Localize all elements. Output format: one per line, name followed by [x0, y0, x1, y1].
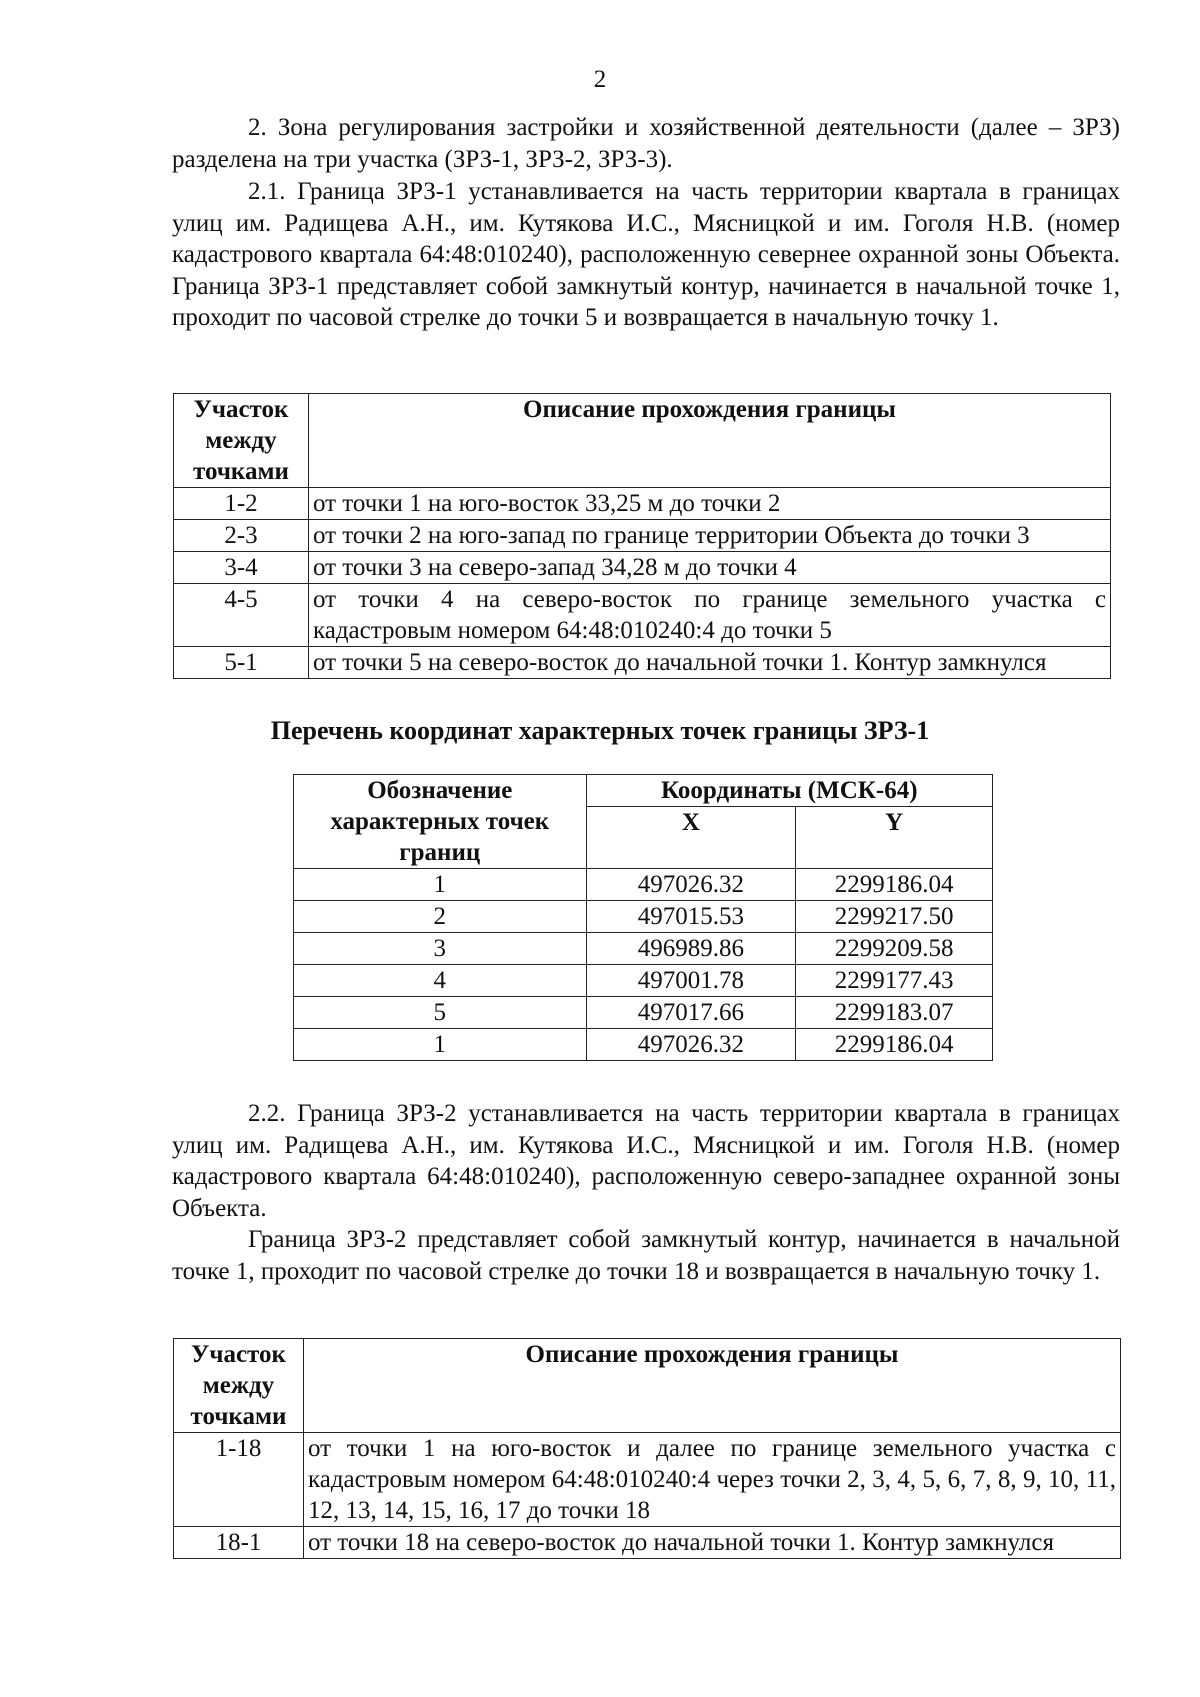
paragraph-zone-intro — [172, 112, 1120, 175]
paragraph-zrz2-text: 2.2. Граница ЗРЗ-2 устанавливается на часть территории квартала в границах улиц им. Радищева А.Н., им. Кутякова И.С., Мясницкой и им. Гоголя Н.В. (номер кадастрового квартала 64:48:010240), расположенную северо-западнее охранной зоны Объекта. — [172, 1100, 1120, 1222]
coords-heading: Перечень координат характерных точек границы ЗРЗ-1 — [270, 716, 930, 745]
header-point: Обозначение характерных точек границ — [294, 775, 587, 869]
table-row — [174, 647, 1111, 679]
paragraph-zrz1 — [172, 176, 1120, 334]
section-cell: 4-5 — [174, 584, 309, 647]
table-row — [294, 1029, 993, 1061]
header-y: Y — [796, 807, 993, 869]
x-cell: 497015.53 — [586, 901, 796, 933]
y-cell: 2299177.43 — [796, 965, 993, 997]
point-cell: 1 — [294, 869, 587, 901]
description-cell: от точки 18 на северо-восток до начальной точки 1. Контур замкнулся — [303, 1527, 1120, 1559]
header-section: Участок между точками — [174, 394, 309, 488]
header-description: Описание прохождения границы — [308, 394, 1110, 488]
table-zrz1-coordinates — [293, 774, 993, 1061]
y-cell: 2299217.50 — [796, 901, 993, 933]
description-cell: от точки 3 на северо-запад 34,28 м до точки 4 — [308, 552, 1110, 584]
table-zrz1-boundary — [173, 393, 1111, 679]
y-cell: 2299209.58 — [796, 933, 993, 965]
table-row — [294, 933, 993, 965]
paragraph-zrz2-contour-text: Граница ЗРЗ-2 представляет собой замкнутый контур, начинается в начальной точке 1, проходит по часовой стрелке до точки 18 и возвращается в начальную точку 1. — [172, 1226, 1120, 1285]
section-cell: 1-2 — [174, 488, 309, 520]
point-cell: 2 — [294, 901, 587, 933]
header-x: X — [586, 807, 796, 869]
table-row — [294, 869, 993, 901]
point-cell: 5 — [294, 997, 587, 1029]
y-cell: 2299186.04 — [796, 869, 993, 901]
paragraph-zrz2-contour — [172, 1224, 1120, 1287]
section-cell: 1-18 — [174, 1433, 304, 1527]
section-cell: 5-1 — [174, 647, 309, 679]
section-cell: 18-1 — [174, 1527, 304, 1559]
table-row — [294, 997, 993, 1029]
table-row — [174, 1527, 1121, 1559]
table-row — [294, 901, 993, 933]
section-cell: 3-4 — [174, 552, 309, 584]
paragraph-zrz1-text: 2.1. Граница ЗРЗ-1 устанавливается на часть территории квартала в границах улиц им. Радищева А.Н., им. Кутякова И.С., Мясницкой и им. Гоголя Н.В. (номер кадастрового квартала 64:48:010240), расположенную севернее охранной зоны Объекта. Граница ЗРЗ-1 представляет собой замкнутый контур, начинается в начальной точке 1, проходит по часовой стрелке до точки 5 и возвращается в начальную точку 1. — [172, 178, 1120, 331]
x-cell: 496989.86 — [586, 933, 796, 965]
y-cell: 2299186.04 — [796, 1029, 993, 1061]
table-row — [174, 584, 1111, 647]
section-cell: 2-3 — [174, 520, 309, 552]
x-cell: 497026.32 — [586, 869, 796, 901]
table-header-row — [294, 775, 993, 807]
table-row — [174, 520, 1111, 552]
point-cell: 4 — [294, 965, 587, 997]
description-cell: от точки 1 на юго-восток и далее по границе земельного участка с кадастровым номером 64:48:010240:4 через точки 2, 3, 4, 5, 6, 7, 8, 9, 10, 11, 12, 13, 14, 15, 16, 17 до точки 18 — [303, 1433, 1120, 1527]
x-cell: 497001.78 — [586, 965, 796, 997]
table-row — [294, 965, 993, 997]
table-row — [174, 552, 1111, 584]
table-header-row — [174, 394, 1111, 488]
paragraph-zrz2 — [172, 1098, 1120, 1224]
header-section: Участок между точками — [174, 1339, 304, 1433]
table-zrz2-boundary — [173, 1338, 1121, 1559]
description-cell: от точки 4 на северо-восток по границе земельного участка с кадастровым номером 64:48:010240:4 до точки 5 — [308, 584, 1110, 647]
table-header-row — [174, 1339, 1121, 1433]
description-cell: от точки 2 на юго-запад по границе территории Объекта до точки 3 — [308, 520, 1110, 552]
description-cell: от точки 5 на северо-восток до начальной точки 1. Контур замкнулся — [308, 647, 1110, 679]
header-description: Описание прохождения границы — [303, 1339, 1120, 1433]
point-cell: 1 — [294, 1029, 587, 1061]
description-cell: от точки 1 на юго-восток 33,25 м до точки 2 — [308, 488, 1110, 520]
point-cell: 3 — [294, 933, 587, 965]
table-row — [174, 488, 1111, 520]
x-cell: 497026.32 — [586, 1029, 796, 1061]
page-number: 2 — [593, 66, 607, 93]
paragraph-zone-intro-text: 2. Зона регулирования застройки и хозяйственной деятельности (далее – ЗРЗ) разделена на три участка (ЗРЗ-1, ЗРЗ-2, ЗРЗ-3). — [172, 114, 1120, 173]
y-cell: 2299183.07 — [796, 997, 993, 1029]
x-cell: 497017.66 — [586, 997, 796, 1029]
table-row — [174, 1433, 1121, 1527]
header-coordinates: Координаты (МСК-64) — [586, 775, 992, 807]
